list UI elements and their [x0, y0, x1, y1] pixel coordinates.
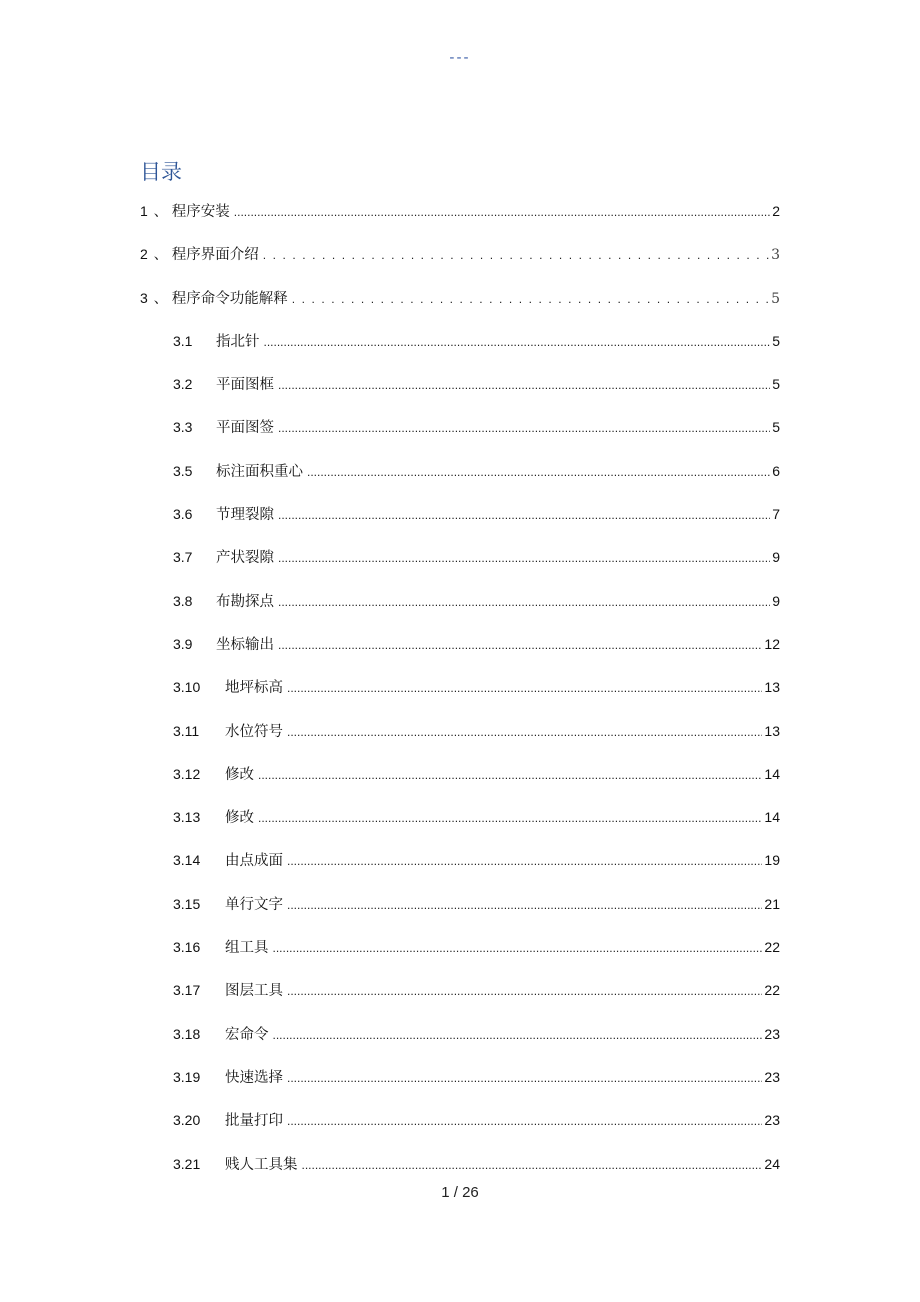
toc-entry-label: 由点成面 [225, 853, 283, 870]
toc-dot-leader [287, 673, 762, 703]
toc-entry-3-17[interactable] [140, 975, 780, 1018]
toc-entry-label: 指北针 [216, 333, 260, 350]
toc-dot-leader [292, 284, 769, 314]
toc-dot-leader [287, 1106, 762, 1136]
toc-entry-number: 3.13 [173, 809, 201, 826]
toc-dot-leader [307, 457, 770, 487]
toc-dot-leader [278, 370, 770, 400]
toc-entry-label: 修改 [225, 766, 254, 783]
toc-entry-page: 23 [764, 1068, 780, 1085]
toc-entry-3-2[interactable] [140, 369, 780, 412]
toc-entry-page: 9 [772, 549, 780, 566]
toc-dot-leader [287, 890, 762, 920]
toc-dot-leader [278, 500, 770, 530]
toc-entry-label: 程序界面介绍 [171, 247, 259, 264]
toc-entry-page: 2 [772, 203, 780, 219]
toc-entry-number: 3.21 [173, 1155, 201, 1172]
toc-dot-leader [278, 543, 770, 573]
toc-entry-label: 图层工具 [225, 983, 283, 1000]
toc-entry-label: 快速选择 [225, 1069, 283, 1086]
toc-entry-number: 3.1 [173, 332, 193, 349]
toc-entry-3-11[interactable] [140, 716, 780, 759]
toc-dot-leader [278, 413, 770, 443]
toc-entry-label: 坐标输出 [216, 636, 274, 653]
toc-entry-page: 5 [772, 376, 780, 393]
toc-dot-leader [278, 630, 762, 660]
toc-entry-number: 3.3 [173, 419, 193, 436]
toc-entry-page: 21 [764, 895, 780, 912]
toc-entry-3-9[interactable] [140, 629, 780, 672]
toc-entry-3[interactable] [140, 283, 780, 326]
toc-entry-label: 产状裂隙 [216, 550, 274, 567]
toc-entry-number: 3.7 [173, 549, 193, 566]
toc-entry-page: 5 [772, 419, 780, 436]
toc-entry-separator: 、 [153, 204, 168, 220]
toc-entry-separator: 、 [153, 290, 168, 307]
toc-dot-leader [273, 933, 763, 963]
toc-entry-label: 修改 [225, 810, 254, 827]
toc-entry-label: 平面图签 [216, 420, 274, 437]
toc-entry-number: 3.10 [173, 679, 201, 696]
toc-entry-number: 1 [140, 203, 148, 219]
toc-entry-number: 3.14 [173, 852, 201, 869]
toc-entry-label: 组工具 [225, 940, 269, 957]
toc-entry-3-3[interactable] [140, 412, 780, 455]
toc-entry-3-18[interactable] [140, 1019, 780, 1062]
toc-entry-2[interactable] [140, 239, 780, 282]
toc-entry-3-13[interactable] [140, 802, 780, 845]
toc-entry-label: 节理裂隙 [216, 507, 274, 524]
toc-dot-leader [264, 327, 771, 357]
toc-entry-page: 23 [764, 1112, 780, 1129]
toc-entry-page: 14 [764, 765, 780, 782]
toc-entry-3-6[interactable] [140, 499, 780, 542]
toc-entry-label: 程序安装 [171, 204, 230, 220]
toc-dot-leader [287, 846, 762, 876]
toc-entry-page: 7 [772, 506, 780, 523]
toc-dot-leader [278, 587, 770, 617]
toc-entry-page: 9 [772, 592, 780, 609]
toc-entry-3-14[interactable] [140, 845, 780, 888]
toc-entry-label: 程序命令功能解释 [171, 290, 288, 307]
toc-entry-page: 24 [764, 1155, 780, 1172]
toc-entry-number: 3.15 [173, 895, 201, 912]
toc-entry-page: 13 [764, 679, 780, 696]
toc-entry-3-5[interactable] [140, 456, 780, 499]
toc-entry-page: 5 [771, 290, 780, 307]
toc-entry-number: 3.6 [173, 506, 193, 523]
toc-entry-label: 布勘探点 [216, 593, 274, 610]
toc-entry-number: 3.2 [173, 376, 193, 393]
toc-dot-leader [263, 240, 769, 270]
toc-entry-3-8[interactable] [140, 586, 780, 629]
toc-dot-leader [273, 1020, 763, 1050]
toc-entry-page: 3 [771, 247, 780, 264]
toc-entry-1[interactable] [140, 196, 780, 239]
toc-entry-number: 3.5 [173, 462, 193, 479]
toc-entry-label: 地坪标高 [225, 680, 283, 697]
toc-entry-3-15[interactable] [140, 889, 780, 932]
toc-entry-page: 14 [764, 809, 780, 826]
toc-entry-3-19[interactable] [140, 1062, 780, 1105]
toc-dot-leader [287, 1063, 762, 1093]
toc-entry-number: 3.20 [173, 1112, 201, 1129]
page-indicator: 1 / 26 [441, 1184, 479, 1201]
toc-entry-number: 3.11 [173, 722, 200, 739]
toc-entry-3-16[interactable] [140, 932, 780, 975]
toc-entry-number: 3.16 [173, 939, 201, 956]
toc-entry-number: 2 [140, 246, 148, 263]
toc-entry-page: 6 [772, 462, 780, 479]
toc-entry-page: 5 [772, 332, 780, 349]
toc-entry-page: 13 [764, 722, 780, 739]
toc-entry-3-12[interactable] [140, 759, 780, 802]
toc-entry-label: 标注面积重心 [216, 463, 303, 480]
toc-entry-3-7[interactable] [140, 542, 780, 585]
toc-entry-3-10[interactable] [140, 672, 780, 715]
toc-title: 目录 [140, 160, 182, 184]
table-of-contents [140, 196, 780, 1192]
toc-entry-number: 3.18 [173, 1025, 201, 1042]
toc-entry-label: 单行文字 [225, 896, 283, 913]
toc-entry-page: 22 [764, 939, 780, 956]
toc-entry-separator: 、 [153, 247, 168, 264]
header-mark: --- [449, 50, 471, 66]
toc-entry-number: 3.17 [173, 982, 201, 999]
toc-entry-number: 3.9 [173, 635, 193, 652]
toc-dot-leader [258, 803, 762, 833]
toc-entry-number: 3.8 [173, 592, 193, 609]
toc-entry-number: 3 [140, 289, 148, 306]
toc-dot-leader [302, 1150, 763, 1180]
toc-entry-label: 平面图框 [216, 377, 274, 394]
toc-entry-page: 22 [764, 982, 780, 999]
toc-dot-leader [234, 197, 770, 227]
toc-entry-number: 3.12 [173, 765, 201, 782]
toc-entry-number: 3.19 [173, 1068, 201, 1085]
toc-entry-label: 宏命令 [225, 1026, 269, 1043]
toc-dot-leader [287, 717, 762, 747]
toc-entry-page: 23 [764, 1025, 780, 1042]
toc-dot-leader [287, 976, 762, 1006]
toc-entry-page: 19 [764, 852, 780, 869]
toc-entry-page: 12 [764, 635, 780, 652]
toc-entry-label: 水位符号 [225, 723, 283, 740]
toc-entry-label: 批量打印 [225, 1113, 283, 1130]
toc-entry-3-20[interactable] [140, 1105, 780, 1148]
toc-entry-label: 贱人工具集 [225, 1156, 298, 1173]
toc-entry-3-1[interactable] [140, 326, 780, 369]
toc-dot-leader [258, 760, 762, 790]
